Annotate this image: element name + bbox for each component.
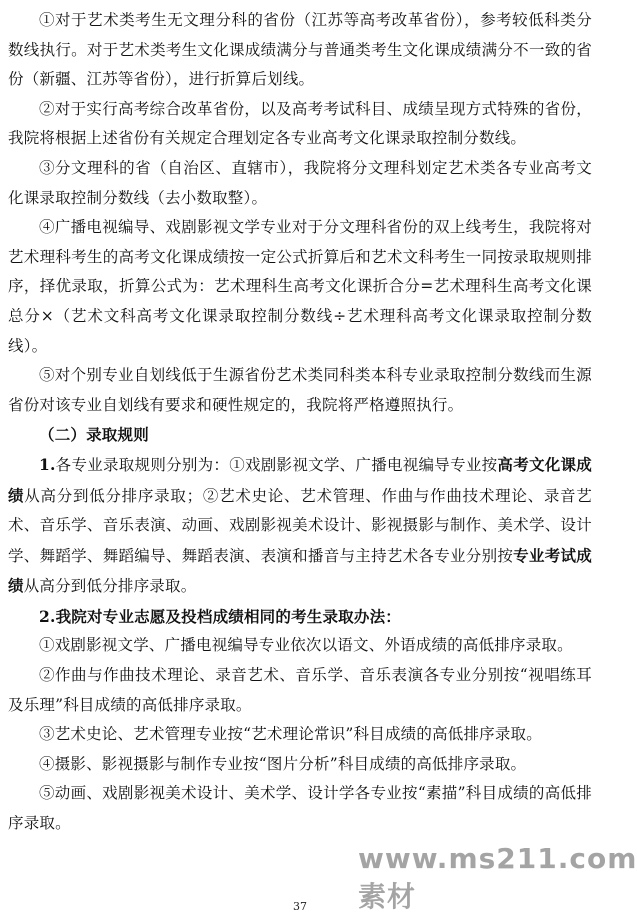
rule-1-text-a: 各专业录取规则分别为：①戏剧影视文学、广播电视编导专业按	[55, 455, 498, 474]
rule-2-item-5: ⑤动画、戏剧影视美术设计、美术学、设计学各专业按“素描”科目成绩的高低排序录取。	[8, 784, 592, 833]
section-heading: （二）录取规则	[39, 425, 149, 445]
rule-1-bold-b: 专业考试成绩	[8, 545, 592, 596]
rule-2-item-4: ④摄影、影视摄影与制作专业按“图片分析”科目成绩的高低排序录取。	[39, 754, 527, 773]
page-number: 37	[293, 900, 307, 913]
rule-2-item-3: ③艺术史论、艺术管理专业按“艺术理论常识”科目成绩的高低排序录取。	[39, 725, 542, 744]
rule-2-heading: 2.我院对专业志愿及投档成绩相同的考生录取办法：	[39, 606, 401, 626]
rule-1-text-c: 从高分到低分排序录取。	[23, 577, 197, 596]
rule-1-number: 1.	[39, 454, 56, 474]
paragraph-4: ④广播电视编导、戏剧影视文学专业对于分文理科省份的双上线考生，我院将对艺术理科考生的高考文化课成绩按一定公式折算后和艺术文科考生一同按录取规则排序，择优录取，折算公式为：艺术理科生高考文化课折合分=艺术理科生高考文化课总分×（艺术文科高考文化课录取控制分数线÷艺术理科高考文化课录取控制分数线）。	[8, 218, 592, 355]
rule-2-item-2: ②作曲与作曲技术理论、录音艺术、音乐学、音乐表演各专业分别按“视唱练耳及乐理”科目成绩的高低排序录取。	[8, 666, 592, 714]
rule-1	[8, 450, 592, 602]
watermark: www.ms211.com 素材	[358, 842, 637, 913]
rule-1-text-b: 从高分到低分排序录取；②艺术史论、艺术管理、作曲与作曲技术理论、录音艺术、音乐学、音乐表演、动画、戏剧影视美术设计、影视摄影与制作、美术学、设计学、舞蹈学、舞蹈编导、舞蹈表演、表演和播音与主持艺术各专业分别按	[8, 486, 592, 565]
rule-2-item-1: ①戏剧影视文学、广播电视编导专业依次以语文、外语成绩的高低排序录取。	[39, 636, 573, 655]
document-body	[8, 6, 592, 839]
rule-1-bold-a: 高考文化课成绩	[8, 454, 593, 505]
paragraph-5: ⑤对个别专业自划线低于生源省份艺术类同科类本科专业录取控制分数线而生源省份对该专业自划线有要求和硬性规定的，我院将严格遵照执行。	[8, 366, 592, 414]
paragraph-1: ①对于艺术类考生无文理分科的省份（江苏等高考改革省份），参考较低科类分数线执行。对于艺术类考生文化课成绩满分与普通类考生文化课成绩满分不一致的省份（新疆、江苏等省份），进行折算后划线。	[8, 11, 592, 89]
paragraph-2: ②对于实行高考综合改革省份，以及高考考试科目、成绩呈现方式特殊的省份，我院将根据上述省份有关规定合理划定各专业高考文化课录取控制分数线。	[8, 99, 592, 148]
paragraph-3: ③分文理科的省（自治区、直辖市），我院将分文理科划定艺术类各专业高考文化课录取控制分数线（去小数取整）。	[8, 158, 592, 207]
